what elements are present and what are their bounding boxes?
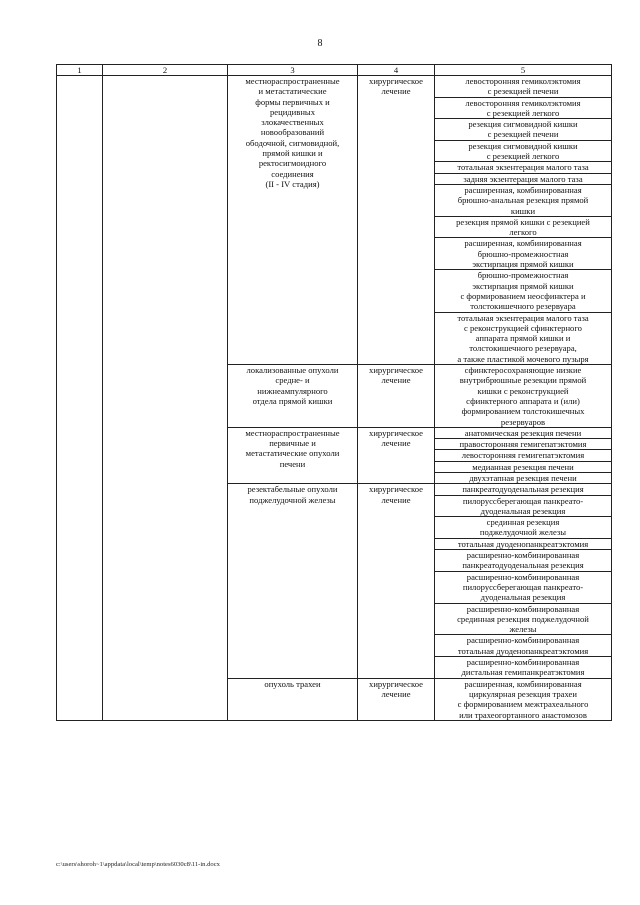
cell-col-2 <box>103 484 228 678</box>
diagnosis-cell: местнораспространенные первичные и метастатические опухоли печени <box>228 427 358 483</box>
procedure-item: расширенная, комбинированная брюшно-анальная резекция прямой кишки <box>435 185 611 217</box>
procedures-cell <box>435 365 612 428</box>
cell-col-2 <box>103 678 228 720</box>
procedure-item: правосторонняя гемигепатэктомия <box>435 439 611 450</box>
diagnosis-cell: локализованные опухоли средне- и нижнеампулярного отдела прямой кишки <box>228 365 358 428</box>
cell-col-1 <box>57 76 103 365</box>
header-col-2: 2 <box>103 65 228 76</box>
procedure-item: двухэтапная резекция печени <box>469 472 577 483</box>
treatment-type-cell: хирургическое лечение <box>358 678 435 720</box>
procedure-item: резекция сигмовидной кишки с резекцией легкого <box>435 141 611 163</box>
table-row <box>57 365 612 428</box>
treatment-type-cell: хирургическое лечение <box>358 76 435 365</box>
diagnosis-cell: местнораспространенные и метастатические формы первичных и рецидивных злокачественных новообразований ободочной, сигмовидной, прямой кишки и ректосигмоидного соединения (II - IV стадия) <box>228 76 358 365</box>
procedure-item: расширенная, комбинированная циркулярная резекция трахеи с формированием межтрахеального или трахеогортанного анастомозов <box>457 678 589 720</box>
table-row <box>57 678 612 720</box>
header-col-1: 1 <box>57 65 103 76</box>
procedure-item: панкреатодуоденальная резекция <box>435 484 611 495</box>
header-row <box>57 65 612 76</box>
procedures-cell <box>435 76 612 365</box>
cell-col-1 <box>57 678 103 720</box>
procedure-item: медианная резекция печени <box>435 462 611 473</box>
procedure-item: расширенно-комбинированная панкреатодуоденальная резекция <box>435 550 611 572</box>
footer-file-path: c:\users\shoroh~1\appdata\local\temp\notes6030c8\11-in.docx <box>56 861 220 868</box>
procedure-item: анатомическая резекция печени <box>435 428 611 439</box>
procedure-item: левосторонняя гемигепатэктомия <box>435 450 611 461</box>
cell-col-2 <box>103 365 228 428</box>
procedures-table <box>56 64 612 721</box>
treatment-type-cell: хирургическое лечение <box>358 484 435 678</box>
procedure-item: расширенно-комбинированная тотальная дуоденопанкреатэктомия <box>435 635 611 657</box>
treatment-type-cell: хирургическое лечение <box>358 427 435 483</box>
procedure-item: расширенно-комбинированная пилоруссберегающая панкреато- дуоденальная резекция <box>435 572 611 604</box>
procedure-item: брюшно-промежностная экстирпация прямой кишки с формированием неосфинктера и толстокишечного резервуара <box>435 270 611 312</box>
header-col-3: 3 <box>228 65 358 76</box>
header-col-5: 5 <box>435 65 612 76</box>
procedure-item: расширенно-комбинированная дистальная гемипанкреатэктомия <box>461 657 585 678</box>
procedures-cell <box>435 484 612 678</box>
procedure-item: пилоруссберегающая панкреато- дуоденальная резекция <box>435 496 611 518</box>
procedure-item: сфинктеросохраняющие низкие внутрибрюшные резекции прямой кишки с реконструкцией сфинктерного аппарата и (или) формированием толстокишечных резервуаров <box>459 365 587 427</box>
procedures-cell <box>435 427 612 483</box>
diagnosis-cell: опухоль трахеи <box>228 678 358 720</box>
cell-col-1 <box>57 427 103 483</box>
procedures-cell <box>435 678 612 720</box>
table-body <box>57 65 612 721</box>
header-col-4: 4 <box>358 65 435 76</box>
procedure-item: тотальная экзентерация малого таза <box>435 162 611 173</box>
page-number: 8 <box>317 38 323 49</box>
treatment-type-cell: хирургическое лечение <box>358 365 435 428</box>
procedure-item: расширенная, комбинированная брюшно-промежностная экстирпация прямой кишки <box>435 238 611 270</box>
procedure-item: резекция сигмовидной кишки с резекцией печени <box>435 119 611 141</box>
table-row <box>57 484 612 678</box>
procedure-item: расширенно-комбинированная срединная резекция поджелудочной железы <box>435 604 611 636</box>
diagnosis-cell: резектабельные опухоли поджелудочной железы <box>228 484 358 678</box>
cell-col-1 <box>57 484 103 678</box>
table-row <box>57 76 612 365</box>
procedure-item: тотальная дуоденопанкреатэктомия <box>435 539 611 550</box>
cell-col-2 <box>103 427 228 483</box>
cell-col-1 <box>57 365 103 428</box>
procedure-item: резекция прямой кишки с резекцией легкого <box>435 217 611 239</box>
procedure-item: левосторонняя гемиколэктомия с резекцией легкого <box>435 98 611 120</box>
procedure-item: задняя экзентерация малого таза <box>435 174 611 185</box>
procedure-item: левосторонняя гемиколэктомия с резекцией печени <box>435 76 611 98</box>
procedure-item: тотальная экзентерация малого таза с реконструкцией сфинктерного аппарата прямой кишки и толстокишечного резервуара, а также пластикой мочевого пузыря <box>457 312 589 364</box>
cell-col-2 <box>103 76 228 365</box>
procedure-item: срединная резекция поджелудочной железы <box>435 517 611 539</box>
table-row <box>57 427 612 483</box>
